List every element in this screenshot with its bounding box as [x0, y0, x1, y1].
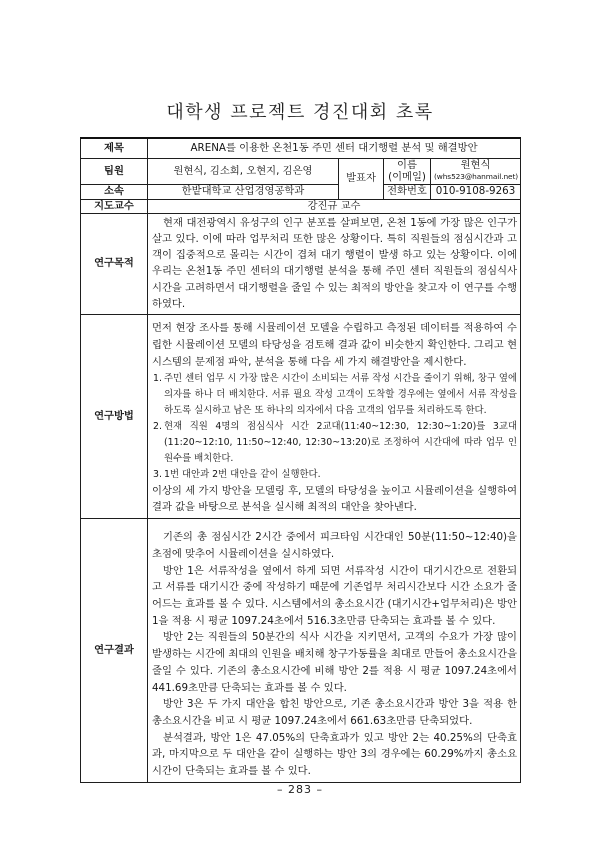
title-label: 제목 — [81, 138, 148, 158]
result-row — [81, 519, 521, 783]
advisor-label: 지도교수 — [81, 199, 148, 213]
list-item-marker: 3. — [153, 468, 162, 480]
method-label: 연구방법 — [81, 315, 148, 519]
affiliation-row — [81, 184, 521, 199]
members-row — [81, 158, 521, 184]
advisor-value: 강진규 교수 — [148, 199, 521, 213]
members-value: 원현식, 김소희, 오현지, 김은영 — [148, 158, 339, 184]
method-intro: 먼저 현장 조사를 통해 시뮬레이션 모델을 수립하고 측정된 데이터를 적용하여 수립한 시뮬레이션 모델의 타당성을 검토해 결과 값이 비슷한지 확인한다. 그리고 현 시스템의 문제점 파악, 분석을 통해 다음 세 가지 해결방안을 제시한다. — [152, 322, 518, 368]
name-label: 이름 — [397, 159, 417, 171]
result-body — [148, 519, 521, 783]
method-row — [81, 315, 521, 519]
presenter-contact-cell — [431, 158, 521, 184]
name-email-label-cell — [384, 158, 431, 184]
list-item-text: 주민 센터 업무 시 가장 많은 시간이 소비되는 서류 작성 시간을 줄이기 위해, 창구 옆에 의자를 하나 더 배치한다. 서류 필요 작성 고객이 도착할 경우에는 옆에서 서류 작성을 하도록 실시하고 남은 또 하나의 의자에서 다음 고객의 업무를 처리하도록 한다. — [164, 372, 518, 416]
result-label: 연구결과 — [81, 519, 148, 783]
purpose-label: 연구목적 — [81, 213, 148, 315]
list-item-marker: 1. — [153, 372, 162, 384]
title-row — [81, 138, 521, 158]
result-paragraph: 기존의 총 점심시간 2시간 중에서 피크타임 시간대인 50분(11:50~12:40)을 초점에 맞추어 시뮬레이션을 실시하였다. — [152, 531, 518, 560]
presenter-name: 원현식 — [460, 159, 491, 171]
affiliation-value: 한밭대학교 산업경영공학과 — [148, 184, 339, 199]
purpose-paragraph: 현재 대전광역시 유성구의 인구 분포를 살펴보면, 온천 1동에 가장 많은 인구가 살고 있다. 이에 따라 업무처리 또한 많은 상황이다. 특히 직원들의 점심시간과 고객이 집중적으로 몰리는 시간이 겹쳐 대기 행렬이 발생 하고 있는 상황이다. 이에 우리는 온천1동 주민 센터의 대기행렬 분석을 통해 주민 센터 직원들의 점심식사 시간을 고려하면서 대기행렬을 줄일 수 있는 최적의 방안을 찾고자 이 연구를 수행하였다. — [152, 216, 518, 310]
abstract-table — [80, 137, 521, 783]
page-number: – 283 – — [277, 783, 323, 796]
method-list-item — [152, 467, 517, 483]
purpose-body — [148, 213, 521, 315]
result-paragraph: 방안 3은 두 가지 대안을 합친 방안으로, 기존 총소요시간과 방안 3을 적용 한 총소요시간을 비교 시 평균 1097.24초에서 661.63초만큼 단축되었다. — [152, 698, 518, 727]
method-list-item — [152, 371, 517, 419]
purpose-row — [81, 213, 521, 315]
result-paragraph: 방안 2는 직원들의 50분간의 식사 시간을 지키면서, 고객의 수요가 가장 많이 발생하는 시간에 최대의 인원을 배치해 창구가동률을 최대로 만들어 총소요시간을 줄일 수 있다. 기존의 총소요시간에 비해 방안 2를 적용 시 평균 1097.24초에서 441.69초만큼 단축되는 효과를 볼 수 있다. — [152, 631, 518, 694]
list-item-marker: 2. — [153, 420, 162, 432]
result-paragraph: 분석결과, 방안 1은 47.05%의 단축효과가 있고 방안 2는 40.25%의 단축효과, 마지막으로 두 대안을 같이 실행하는 방안 3의 경우에는 60.29%까지 총소요시간이 단축되는 효과를 볼 수 있다. — [152, 731, 518, 778]
document-title: 대학생 프로젝트 경진대회 초록 — [166, 102, 434, 123]
list-item-text: 1번 대안과 2번 대안을 같이 실행한다. — [164, 468, 321, 480]
presenter-label: 발표자 — [339, 158, 384, 199]
method-body — [148, 315, 521, 519]
list-item-text: 현재 직원 4명의 점심식사 시간 2교대(11:40~12:30, 12:30~1:20)를 3교대 (11:20~12:10, 11:50~12:40, 12:30~13:20)로 조정하여 시간대에 따라 업무 인원수를 배치한다. — [164, 420, 518, 464]
result-paragraph: 방안 1은 서류작성을 옆에서 하게 되면 서류작성 시간이 대기시간으로 전환되고 서류를 대기시간 중에 작성하기 때문에 기존업무 처리시간보다 시간 소요가 줄어드는 효과를 볼 수 있다. 시스템에서의 총소요시간 (대기시간+업무처리)은 방안 1을 적용 시 평균 1097.24초에서 516.3초만큼 단축되는 효과를 볼 수 있다. — [152, 564, 518, 627]
advisor-row — [81, 199, 521, 213]
method-list-item — [152, 419, 517, 467]
presenter-email: (whs523@hanmail.net) — [434, 172, 519, 181]
title-value: ARENA를 이용한 온천1동 주민 센터 대기행렬 분석 및 해결방안 — [148, 138, 521, 158]
email-label: (이메일) — [388, 171, 426, 183]
phone-value: 010-9108-9263 — [431, 184, 521, 199]
members-label: 팀원 — [81, 158, 148, 184]
phone-label: 전화번호 — [384, 184, 431, 199]
method-outro: 이상의 세 가지 방안을 모델링 후, 모델의 타당성을 높이고 시뮬레이션을 실행하여 결과 값을 바탕으로 분석을 실시해 최적의 대안을 찾아낸다. — [152, 484, 518, 514]
affiliation-label: 소속 — [81, 184, 148, 199]
